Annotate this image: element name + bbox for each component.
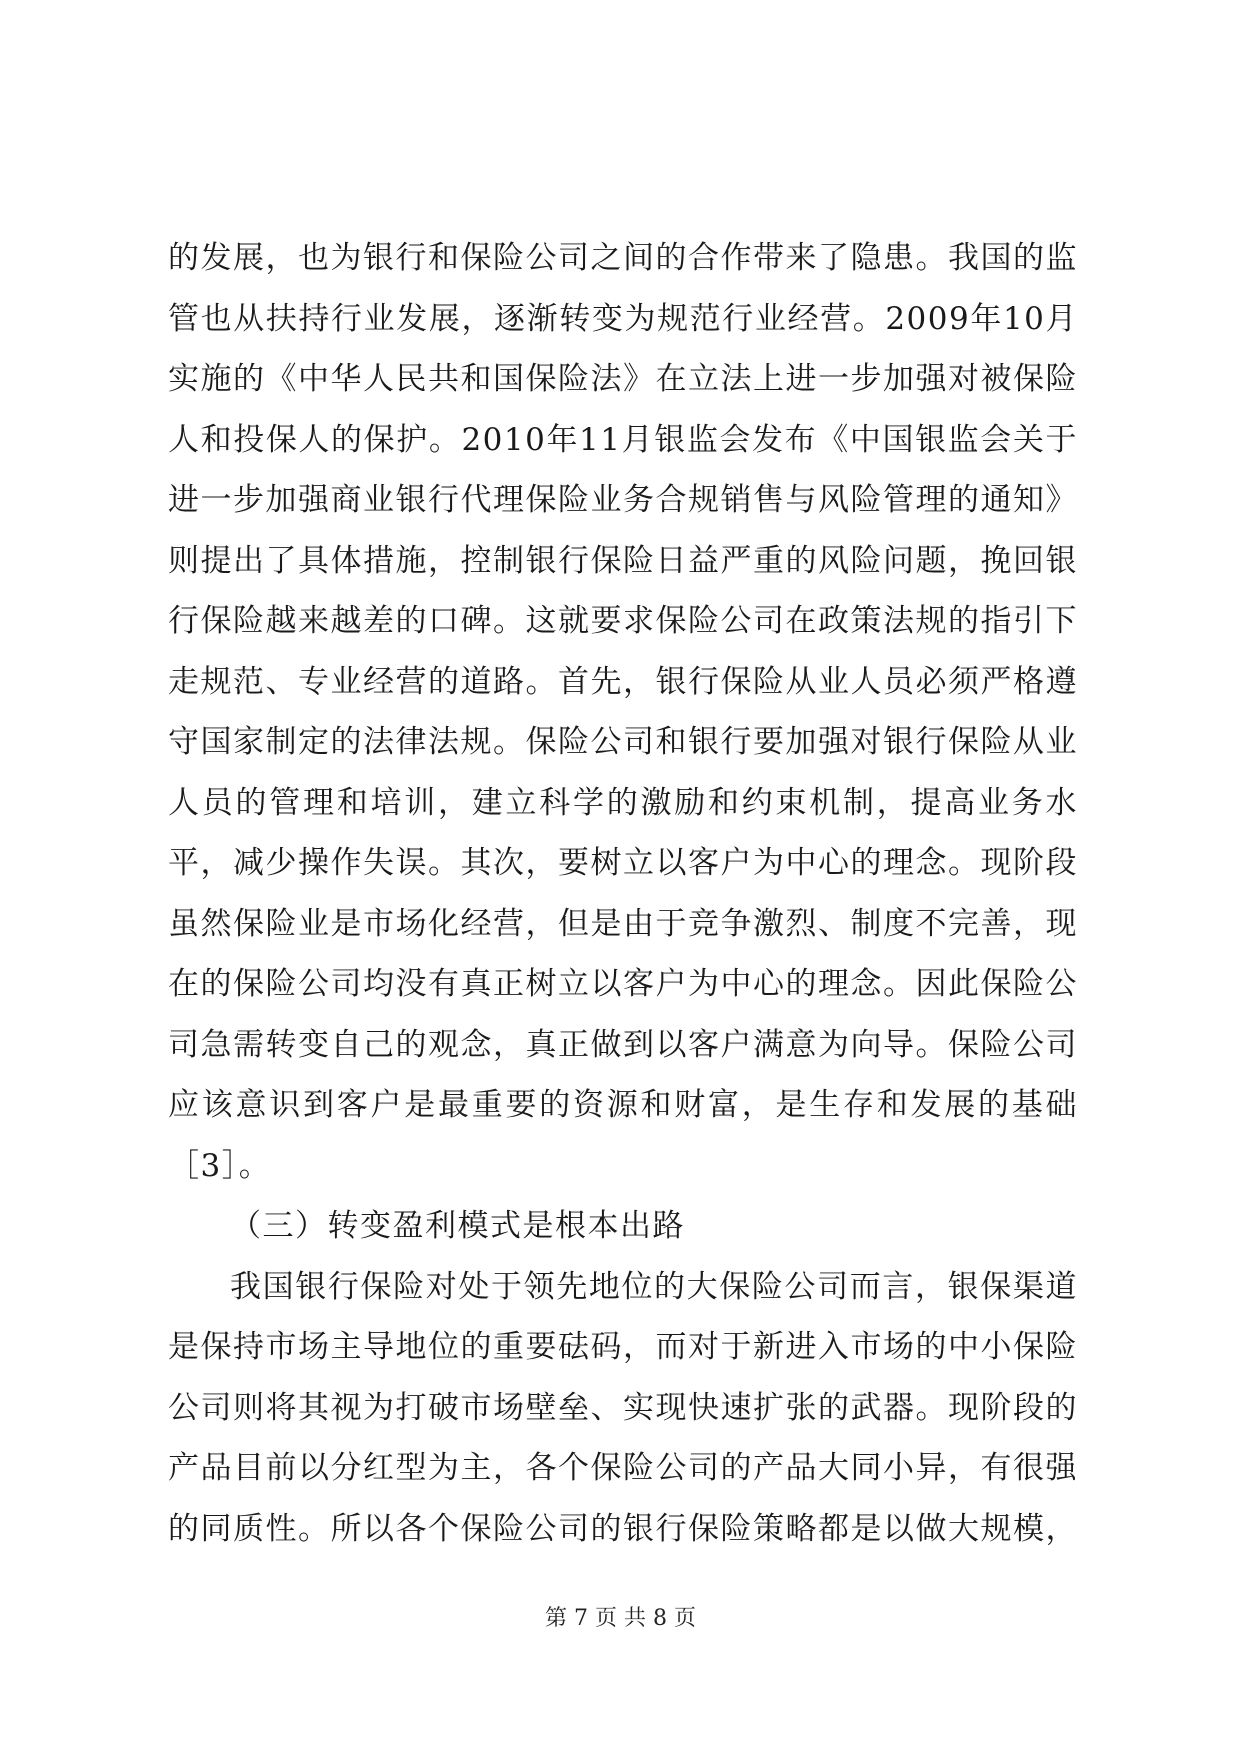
page-number-footer: 第 7 页 共 8 页 xyxy=(545,1606,696,1631)
document-body xyxy=(168,228,1078,1559)
body-paragraph: 的发展，也为银行和保险公司之间的合作带来了隐患。我国的监管也从扶持行业发展，逐渐转变为规范行业经营。2009年10月实施的《中华人民共和国保险法》在立法上进一步加强对被保险人和投保人的保护。2010年11月银监会发布《中国银监会关于进一步加强商业银行代理保险业务合规销售与风险管理的通知》则提出了具体措施，控制银行保险日益严重的风险问题，挽回银行保险越来越差的口碑。这就要求保险公司在政策法规的指引下走规范、专业经营的道路。首先，银行保险从业人员必须严格遵守国家制定的法律法规。保险公司和银行要加强对银行保险从业人员的管理和培训，建立科学的激励和约束机制，提高业务水平，减少操作失误。其次，要树立以客户为中心的理念。现阶段虽然保险业是市场化经营，但是由于竞争激烈、制度不完善，现在的保险公司均没有真正树立以客户为中心的理念。因此保险公司急需转变自己的观念，真正做到以客户满意为向导。保险公司应该意识到客户是最重要的资源和财富，是生存和发展的基础［3］。 xyxy=(168,240,1078,1184)
section-heading: （三）转变盈利模式是根本出路 xyxy=(230,1208,685,1244)
body-paragraph: 我国银行保险对处于领先地位的大保险公司而言，银保渠道是保持市场主导地位的重要砝码，而对于新进入市场的中小保险公司则将其视为打破市场壁垒、实现快速扩张的武器。现阶段的产品目前以分红型为主，各个保险公司的产品大同小异，有很强的同质性。所以各个保险公司的银行保险策略都是以做大规模， xyxy=(168,1268,1078,1547)
